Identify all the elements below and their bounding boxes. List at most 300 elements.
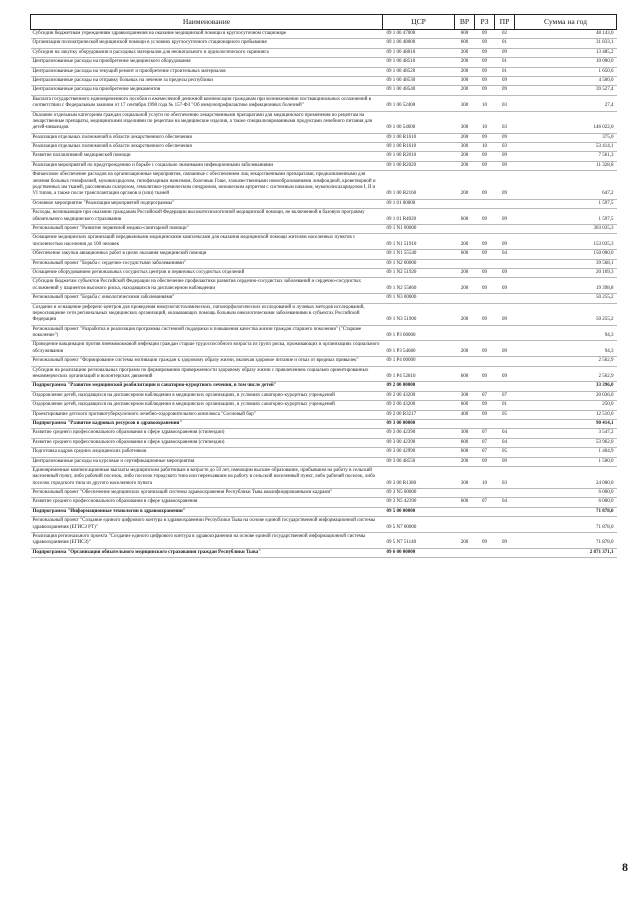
row-vr: 300	[455, 391, 475, 400]
row-csr: 09 1 P3 54680	[383, 341, 455, 357]
table-body	[31, 30, 617, 558]
row-vr: 600	[455, 438, 475, 447]
row-name: Подпрограмма "Информационные технологии в здравоохранении"	[31, 507, 383, 516]
table-row	[31, 391, 617, 400]
row-rz: 09	[475, 268, 495, 277]
row-pr	[495, 325, 515, 341]
row-pr: 09	[495, 48, 515, 57]
table-row	[31, 382, 617, 391]
row-csr: 09 3 00 42990	[383, 448, 455, 457]
row-vr: 600	[455, 498, 475, 507]
row-name: Региональный проект "Формирование системы мотивации граждан к здоровому образу жизни, включая здоровое питание и отказ от вредных привычек"	[31, 357, 383, 366]
row-name: Создание и оснащение референс-центров для проведения иммуногистохимических, патоморфологических исследований и лучевых методов исследований, переоснащение сети региональных медицинских организаций, оказывающих помощь больным онкологическими заболеваниями в субъектах Российской Федерации	[31, 303, 383, 325]
row-pr	[495, 382, 515, 391]
row-csr: 09 3 00 00000	[383, 419, 455, 428]
row-rz: 09	[475, 341, 495, 357]
row-rz	[475, 507, 495, 516]
row-name: Централизованные расходы на приобретение медикаментов	[31, 86, 383, 95]
row-sum: 4 500,0	[515, 76, 617, 85]
row-name: Реализация отдельных полномочий в области лекарственного обеспечения	[31, 133, 383, 142]
row-vr: 600	[455, 448, 475, 457]
row-name: Централизованные расходы на отправку больных на лечение за пределы республики	[31, 76, 383, 85]
row-rz: 09	[475, 533, 495, 549]
row-csr: 09 1 00 R1610	[383, 133, 455, 142]
table-row	[31, 171, 617, 200]
table-row	[31, 143, 617, 152]
table-row	[31, 111, 617, 133]
row-csr: 09 1 01 00000	[383, 199, 455, 208]
row-vr	[455, 325, 475, 341]
table-row	[31, 429, 617, 438]
row-csr: 09 1 N1 00000	[383, 224, 455, 233]
row-pr: 09	[495, 303, 515, 325]
row-pr: 04	[495, 250, 515, 259]
col-header-csr: ЦСР	[383, 15, 455, 30]
row-rz: 07	[475, 429, 495, 438]
row-vr	[455, 507, 475, 516]
row-pr: 03	[495, 143, 515, 152]
row-sum: 53 962,0	[515, 438, 617, 447]
table-row	[31, 133, 617, 142]
row-name: Субсидии бюджетным учреждениям здравоохранения на оказание медицинской помощи в круглосуточном стационаре	[31, 30, 383, 39]
table-row	[31, 30, 617, 39]
row-vr: 200	[455, 533, 475, 549]
row-pr: 05	[495, 410, 515, 419]
table-row	[31, 199, 617, 208]
row-sum: 375,0	[515, 133, 617, 142]
row-vr: 300	[455, 111, 475, 133]
row-name: Развитие среднего профессионального образования в сфере здравоохранения (стипендии)	[31, 438, 383, 447]
table-row	[31, 259, 617, 268]
row-csr: 09 3 N5 00000	[383, 489, 455, 498]
row-name: Финансовое обеспечение расходов на организационные мероприятия, связанные с обеспечением лиц лекарственными препаратами, предназначенными для лечения больных гемофилией, муковисцидозом, гипофизарным нанизмом, болезнью Гоше, злокачественными новообразованиями лимфоидной, кроветворной и родственных им тканей, рассеянным склерозом, гемолитико-уремическим синдромом, юношеским артритом с системным началом, мукополисахаридозом I, II и VI типов, а также после трансплантации органов и (или) тканей	[31, 171, 383, 200]
row-pr	[495, 419, 515, 428]
row-pr: 04	[495, 438, 515, 447]
row-name: Проведение вакцинации против пневмококковой инфекции граждан старше трудоспособного возраста из групп риска, проживающих в организациях социального обслуживания	[31, 341, 383, 357]
row-name: Оказание отдельным категориям граждан социальной услуги по обеспечению лекарственными препаратами для медицинского применения по рецептам на лекарственные препараты, медицинскими изделиями по рецептам на медицинские изделия, а также специализированными продуктами лечебного питания для детей-инвалидов	[31, 111, 383, 133]
row-vr	[455, 224, 475, 233]
row-csr: 09 1 N3 00000	[383, 294, 455, 303]
row-csr: 09 1 00 48540	[383, 86, 455, 95]
row-rz: 07	[475, 438, 495, 447]
row-vr: 200	[455, 152, 475, 161]
row-pr	[495, 517, 515, 533]
col-header-rz: РЗ	[475, 15, 495, 30]
row-sum: 20 036,0	[515, 391, 617, 400]
row-rz: 09	[475, 401, 495, 410]
row-rz: 09	[475, 86, 495, 95]
row-csr: 09 6 00 00000	[383, 548, 455, 557]
row-name: Централизованные расходы на курсовые и сертификационные мероприятия	[31, 457, 383, 466]
row-pr: 04	[495, 498, 515, 507]
table-row	[31, 366, 617, 382]
row-rz: 10	[475, 111, 495, 133]
row-rz	[475, 224, 495, 233]
row-csr: 09 1 00 R1610	[383, 143, 455, 152]
row-rz: 09	[475, 58, 495, 67]
row-pr: 09	[495, 76, 515, 85]
row-vr: 200	[455, 457, 475, 466]
row-csr: 09 1 N2 51920	[383, 268, 455, 277]
row-rz	[475, 489, 495, 498]
row-sum: 71 878,0	[515, 517, 617, 533]
table-row	[31, 489, 617, 498]
row-sum: 71 878,0	[515, 533, 617, 549]
row-name: Региональный проект "Разработка и реализация программы системной поддержки и повышения качества жизни граждан старшего поколения" ("Старшее поколение")	[31, 325, 383, 341]
table-row	[31, 498, 617, 507]
row-csr: 09 1 00 47000	[383, 30, 455, 39]
row-pr: 05	[495, 448, 515, 457]
row-vr: 300	[455, 429, 475, 438]
col-header-pr: ПР	[495, 15, 515, 30]
row-vr: 200	[455, 48, 475, 57]
table-row	[31, 448, 617, 457]
row-sum: 150 000,0	[515, 250, 617, 259]
row-name: Субсидии бюджетам субъектов Российской Федерации на обеспечение профилактики развития сердечно-сосудистых заболеваний и сердечно-сосудистых осложнений у пациентов высокого риска, находящихся на диспансерном наблюдении	[31, 278, 383, 294]
table-row	[31, 250, 617, 259]
row-rz: 09	[475, 209, 495, 225]
table-row	[31, 419, 617, 428]
row-pr: 03	[495, 111, 515, 133]
row-sum: 6 000,0	[515, 489, 617, 498]
row-csr: 09 2 00 43200	[383, 401, 455, 410]
row-pr	[495, 294, 515, 303]
row-csr: 09 1 01 R4020	[383, 209, 455, 225]
row-pr	[495, 259, 515, 268]
row-sum: 39 568,1	[515, 259, 617, 268]
row-pr: 09	[495, 341, 515, 357]
row-pr	[495, 489, 515, 498]
row-rz	[475, 382, 495, 391]
row-sum: 1 597,5	[515, 199, 617, 208]
page-number: 8	[622, 860, 628, 874]
row-sum: 1 597,5	[515, 209, 617, 225]
row-vr: 600	[455, 401, 475, 410]
row-name: Региональный проект "Обеспечение медицинских организаций системы здравоохранения Республики Тыва квалифицированными кадрами"	[31, 489, 383, 498]
row-name: Развитие среднего профессионального образования в сфере здравоохранения	[31, 498, 383, 507]
row-sum: 2 562,9	[515, 357, 617, 366]
row-name: Субсидии на закупку оборудования и расходных материалов для неонатального и аудиологического скрининга	[31, 48, 383, 57]
row-csr: 09 5 00 00000	[383, 507, 455, 516]
row-rz: 09	[475, 366, 495, 382]
table-row	[31, 325, 617, 341]
table-row	[31, 224, 617, 233]
row-vr	[455, 294, 475, 303]
col-header-name: Наименование	[31, 15, 383, 30]
row-vr	[455, 548, 475, 557]
row-csr: 09 5 N7 51140	[383, 533, 455, 549]
table-row	[31, 161, 617, 170]
row-vr: 600	[455, 250, 475, 259]
row-pr: 03	[495, 95, 515, 111]
table-row	[31, 48, 617, 57]
table-row	[31, 278, 617, 294]
row-sum: 1 404,9	[515, 448, 617, 457]
row-sum: 50 255,2	[515, 303, 617, 325]
row-sum: 12 510,0	[515, 410, 617, 419]
table-row	[31, 507, 617, 516]
row-csr: 09 1 00 R2010	[383, 152, 455, 161]
row-vr	[455, 382, 475, 391]
row-rz	[475, 548, 495, 557]
row-name: Субсидии на реализацию региональных программ по формированию приверженности здоровому образу жизни с привлечением социально ориентированных некоммерческих организаций и волонтерских движений	[31, 366, 383, 382]
row-csr: 09 2 00 R3217	[383, 410, 455, 419]
row-sum: 10 000,0	[515, 58, 617, 67]
row-rz	[475, 259, 495, 268]
row-name: Единовременные компенсационные выплаты медицинским работникам в возрасте до 50 лет, имеющим высшее образование, прибывшим на работу в сельский населенный пункт, либо рабочий поселок, либо поселок городского типа или переехавшим на работу в сельский населенный пункт, либо рабочий поселок, либо поселок городского типа из другого населенного пункта	[31, 466, 383, 488]
row-pr: 09	[495, 366, 515, 382]
row-vr	[455, 489, 475, 498]
row-sum: 303 035,3	[515, 224, 617, 233]
row-name: Основное мероприятие "Реализация мероприятий подпрограммы"	[31, 199, 383, 208]
row-csr: 09 1 00 48520	[383, 67, 455, 76]
row-vr	[455, 517, 475, 533]
row-vr: 200	[455, 161, 475, 170]
row-csr: 09 1 00 48010	[383, 48, 455, 57]
row-sum: 33 396,0	[515, 382, 617, 391]
row-sum: 50 255,2	[515, 294, 617, 303]
row-sum: 1 650,6	[515, 67, 617, 76]
row-csr: 09 1 00 48510	[383, 58, 455, 67]
row-name: Оздоровление детей, находящихся на диспансерном наблюдении в медицинских организациях, в условиях санаторно-курортных учреждений	[31, 391, 383, 400]
table-row	[31, 457, 617, 466]
row-pr	[495, 507, 515, 516]
row-rz	[475, 517, 495, 533]
row-sum: 3 547,2	[515, 429, 617, 438]
row-sum: 19 398,8	[515, 278, 617, 294]
row-pr: 01	[495, 39, 515, 48]
row-csr: 09 1 P3 00000	[383, 325, 455, 341]
table-row	[31, 39, 617, 48]
row-sum: 20 169,3	[515, 268, 617, 277]
row-csr: 09 1 N2 55860	[383, 278, 455, 294]
table-row	[31, 357, 617, 366]
row-rz	[475, 419, 495, 428]
row-sum: 647,2	[515, 171, 617, 200]
row-vr: 300	[455, 466, 475, 488]
row-sum: 94,3	[515, 341, 617, 357]
row-csr: 09 1 N3 51900	[383, 303, 455, 325]
budget-table	[30, 14, 617, 558]
row-name: Оснащение медицинских организаций передвижными медицинскими комплексами для оказания медицинской помощи жителям населенных пунктов с численностью населения до 100 человек	[31, 234, 383, 250]
table-row	[31, 86, 617, 95]
table-row	[31, 67, 617, 76]
row-csr: 09 1 N1 51910	[383, 234, 455, 250]
row-sum: 90 414,1	[515, 419, 617, 428]
row-pr: 03	[495, 466, 515, 488]
row-csr: 09 1 00 54600	[383, 111, 455, 133]
row-vr: 300	[455, 143, 475, 152]
row-name: Развитие паллиативной медицинской помощи	[31, 152, 383, 161]
table-row	[31, 209, 617, 225]
row-csr: 09 1 P4 52810	[383, 366, 455, 382]
row-sum: 153 035,3	[515, 234, 617, 250]
row-vr: 200	[455, 58, 475, 67]
row-name: Организация психиатрической медицинской помощи в условиях круглосуточного стационарного пребывания	[31, 39, 383, 48]
row-sum: 7 561,3	[515, 152, 617, 161]
row-name: Оснащение оборудованием региональных сосудистых центров и первичных сосудистых отделений	[31, 268, 383, 277]
col-header-vr: ВР	[455, 15, 475, 30]
row-name: Оздоровление детей, находящихся на диспансерном наблюдении в медицинских организациях, в условиях санаторно-курортных учреждений	[31, 401, 383, 410]
row-sum: 31 833,1	[515, 39, 617, 48]
row-name: Региональный проект "Создание единого цифрового контура в здравоохранении Республики Тыва на основе единой государственной информационной системы здравоохранения (ЕГИСЗ РТ)"	[31, 517, 383, 533]
table-row	[31, 401, 617, 410]
row-rz: 09	[475, 133, 495, 142]
row-pr	[495, 224, 515, 233]
row-rz: 09	[475, 410, 495, 419]
row-name: Подпрограмма "Развитие медицинской реабилитации и санаторно-курортного лечения, в том числе детей"	[31, 382, 383, 391]
row-name: Подпрограмма "Организация обязательного медицинского страхования граждан Республики Тыва"	[31, 548, 383, 557]
row-sum: 1 500,0	[515, 457, 617, 466]
row-vr: 200	[455, 278, 475, 294]
row-name: Проектирование детского противотуберкулезного лечебно-оздоровительного комплекса "Сосновый бор"	[31, 410, 383, 419]
row-rz: 09	[475, 303, 495, 325]
row-pr: 09	[495, 457, 515, 466]
row-name: Централизованные расходы на приобретение медицинского оборудования	[31, 58, 383, 67]
row-rz: 09	[475, 250, 495, 259]
row-rz: 09	[475, 278, 495, 294]
row-name: Обеспечение закупки авиационных работ в целях оказания медицинской помощи	[31, 250, 383, 259]
row-vr: 600	[455, 39, 475, 48]
row-pr: 09	[495, 161, 515, 170]
table-row	[31, 548, 617, 557]
row-pr: 09	[495, 171, 515, 200]
row-rz: 10	[475, 95, 495, 111]
row-sum: 11 328,8	[515, 161, 617, 170]
row-vr: 300	[455, 76, 475, 85]
table-header-row	[31, 15, 617, 30]
row-rz: 09	[475, 457, 495, 466]
table-row	[31, 76, 617, 85]
row-pr: 04	[495, 429, 515, 438]
row-sum: 2 562,9	[515, 366, 617, 382]
row-pr: 01	[495, 67, 515, 76]
row-name: Реализация мероприятий по предупреждению и борьбе с социально значимыми инфекционными заболеваниями	[31, 161, 383, 170]
table-row	[31, 466, 617, 488]
row-csr: 09 3 00 42390	[383, 429, 455, 438]
row-vr: 200	[455, 67, 475, 76]
row-csr: 09 1 00 48000	[383, 39, 455, 48]
row-pr: 09	[495, 268, 515, 277]
row-csr: 09 1 N2 00000	[383, 259, 455, 268]
row-name: Региональный проект "Борьба с онкологическими заболеваниями"	[31, 294, 383, 303]
row-vr: 600	[455, 30, 475, 39]
table-row	[31, 152, 617, 161]
row-vr	[455, 199, 475, 208]
table-row	[31, 234, 617, 250]
table-row	[31, 58, 617, 67]
table-row	[31, 303, 617, 325]
row-name: Подготовка кадров средних медицинских работников	[31, 448, 383, 457]
row-csr: 09 1 00 R2160	[383, 171, 455, 200]
row-sum: 94,3	[515, 325, 617, 341]
row-vr: 200	[455, 234, 475, 250]
row-vr: 200	[455, 268, 475, 277]
row-name: Централизованные расходы на текущий ремонт и приобретение строительных материалов	[31, 67, 383, 76]
row-csr: 09 1 N1 55540	[383, 250, 455, 259]
row-csr: 09 1 00 48530	[383, 76, 455, 85]
row-rz	[475, 325, 495, 341]
row-csr: 09 3 00 42390	[383, 438, 455, 447]
row-vr	[455, 259, 475, 268]
budget-sheet	[30, 14, 616, 558]
row-pr	[495, 548, 515, 557]
row-sum: 146 022,0	[515, 111, 617, 133]
table-row	[31, 517, 617, 533]
row-csr: 09 2 00 00000	[383, 382, 455, 391]
row-name: Реализация отдельных полномочий в области лекарственного обеспечения	[31, 143, 383, 152]
row-rz: 07	[475, 391, 495, 400]
row-csr: 09 2 00 43200	[383, 391, 455, 400]
row-sum: 24 000,0	[515, 466, 617, 488]
row-rz	[475, 294, 495, 303]
row-pr: 09	[495, 278, 515, 294]
row-pr: 09	[495, 533, 515, 549]
row-rz: 09	[475, 67, 495, 76]
row-sum: 39 527,4	[515, 86, 617, 95]
row-pr: 09	[495, 209, 515, 225]
row-vr: 200	[455, 171, 475, 200]
row-rz: 09	[475, 76, 495, 85]
row-rz: 10	[475, 466, 495, 488]
row-rz	[475, 199, 495, 208]
row-csr: 09 3 N5 42390	[383, 498, 455, 507]
row-vr	[455, 419, 475, 428]
row-vr: 200	[455, 86, 475, 95]
row-pr: 07	[495, 391, 515, 400]
row-name: Региональный проект "Развитие первичной медико-санитарной помощи"	[31, 224, 383, 233]
row-sum: 48 143,0	[515, 30, 617, 39]
row-sum: 13 485,2	[515, 48, 617, 57]
row-vr: 400	[455, 410, 475, 419]
table-row	[31, 341, 617, 357]
table-row	[31, 533, 617, 549]
row-rz: 09	[475, 48, 495, 57]
table-row	[31, 268, 617, 277]
row-csr: 09 3 00 R1380	[383, 466, 455, 488]
table-row	[31, 294, 617, 303]
row-sum: 250,0	[515, 401, 617, 410]
row-csr: 09 5 N7 00000	[383, 517, 455, 533]
row-vr: 600	[455, 366, 475, 382]
row-sum: 27,4	[515, 95, 617, 111]
row-csr: 09 1 00 52400	[383, 95, 455, 111]
row-csr: 09 3 00 48550	[383, 457, 455, 466]
row-pr: 01	[495, 401, 515, 410]
row-name: Подпрограмма "Развитие кадровых ресурсов в здравоохранении"	[31, 419, 383, 428]
row-rz: 09	[475, 234, 495, 250]
table-row	[31, 438, 617, 447]
row-rz: 09	[475, 152, 495, 161]
row-vr: 200	[455, 341, 475, 357]
row-rz: 07	[475, 448, 495, 457]
row-rz: 09	[475, 171, 495, 200]
row-pr	[495, 199, 515, 208]
row-rz: 07	[475, 498, 495, 507]
row-rz: 09	[475, 39, 495, 48]
row-pr: 02	[495, 30, 515, 39]
row-pr	[495, 357, 515, 366]
row-rz: 09	[475, 30, 495, 39]
row-vr: 300	[455, 95, 475, 111]
row-csr: 09 1 00 R2020	[383, 161, 455, 170]
row-sum: 71 878,0	[515, 507, 617, 516]
row-sum: 2 871 371,1	[515, 548, 617, 557]
row-pr: 09	[495, 152, 515, 161]
row-name: Развитие среднего профессионального образования в сфере здравоохранения (стипендии)	[31, 429, 383, 438]
row-csr: 09 1 P4 00000	[383, 357, 455, 366]
col-header-sum: Сумма на год	[515, 15, 617, 30]
